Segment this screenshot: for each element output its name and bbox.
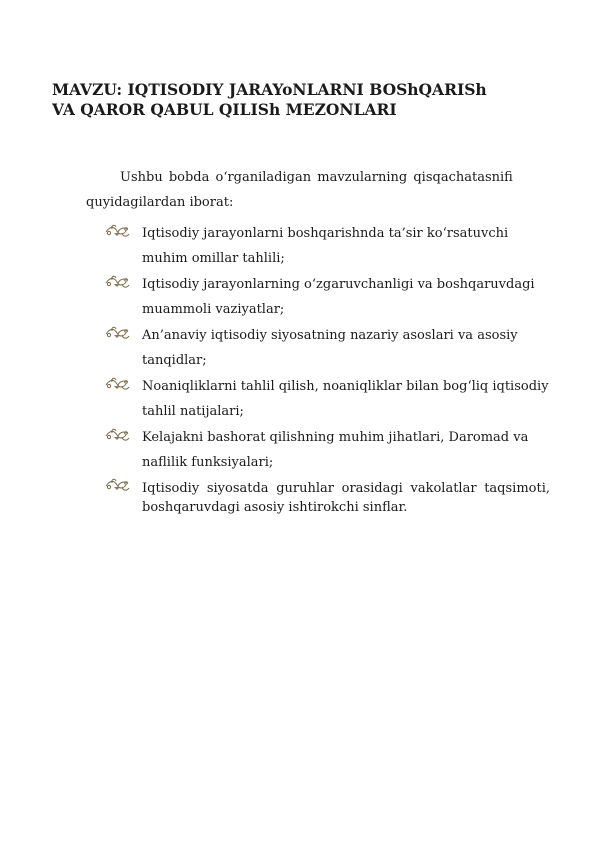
ornamental-fleuron-icon [104,274,132,290]
ornamental-fleuron-icon [104,325,132,341]
list-item [104,476,550,517]
ornamental-fleuron-icon [104,376,132,392]
list-item-text: An’anaviy iqtisodiy siyosatning nazariy asoslari va asosiy tanqidlar; [142,328,518,368]
title-line-2: VA QAROR QABUL QILISh MEZONLARI [52,100,397,119]
list-item [104,323,550,373]
list-item [104,425,550,475]
intro-line-1: Ushbu bobda o‘rganiladigan mavzularning qisqachatasnifi [120,170,513,185]
page-title [52,80,572,120]
list-item [104,221,550,271]
list-item [104,374,550,424]
ornamental-fleuron-icon [104,477,132,493]
list-item-text: Iqtisodiy siyosatda guruhlar orasidagi vakolatlar taqsimoti, boshqaruvdagi asosiy ishtirokchi sinflar. [142,481,550,515]
ornamental-fleuron-icon [104,223,132,239]
ornamental-fleuron-icon [104,427,132,443]
list-item-text: Iqtisodiy jarayonlarni boshqarishnda ta’sir ko‘rsatuvchi muhim omillar tahlili; [142,226,509,266]
intro-paragraph [86,165,546,215]
intro-line-2: quyidagilardan iborat: [86,195,234,210]
list-item [104,272,550,322]
title-line-1: MAVZU: IQTISODIY JARAYoNLARNI BOShQARISh [52,80,487,99]
topics-list [104,221,550,518]
list-item-text: Kelajakni bashorat qilishning muhim jihatlari, Daromad va naflilik funksiyalari; [142,430,529,470]
list-item-text: Noaniqliklarni tahlil qilish, noaniqliklar bilan bog‘liq iqtisodiy tahlil natijalari; [142,379,549,419]
list-item-text: Iqtisodiy jarayonlarning o‘zgaruvchanligi va boshqaruvdagi muammoli vaziyatlar; [142,277,535,317]
